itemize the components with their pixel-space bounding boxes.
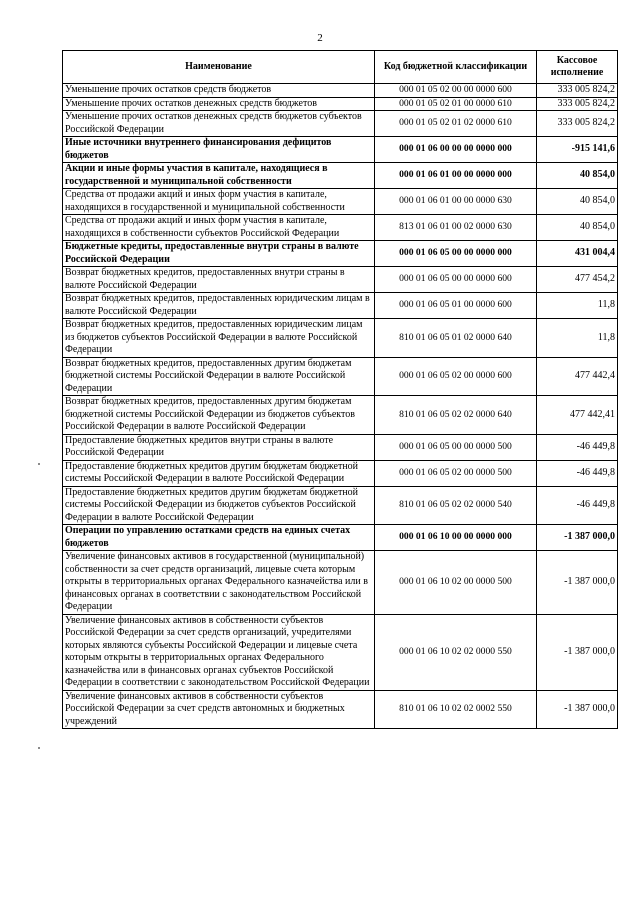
row-code-cell: 000 01 05 02 01 02 0000 610 — [375, 111, 537, 137]
row-amount-cell: 40 854,0 — [537, 215, 618, 241]
row-amount-cell: 333 005 824,2 — [537, 97, 618, 111]
table-row — [63, 137, 618, 163]
row-name-cell: Возврат бюджетных кредитов, предоставленных юридическим лицам из бюджетов субъектов Российской Федерации в валюте Российской Федерации — [63, 319, 375, 358]
page-number: 2 — [317, 32, 323, 44]
row-code-cell: 810 01 06 05 01 02 0000 640 — [375, 319, 537, 358]
row-code-cell: 000 01 06 05 00 00 0000 000 — [375, 241, 537, 267]
table-row — [63, 267, 618, 293]
row-name-cell: Средства от продажи акций и иных форм участия в капитале, находящихся в государственной и муниципальной собственности — [63, 189, 375, 215]
row-code-cell: 810 01 06 05 02 02 0000 540 — [375, 486, 537, 525]
row-amount-cell: 431 004,4 — [537, 241, 618, 267]
row-name-cell: Предоставление бюджетных кредитов внутри страны в валюте Российской Федерации — [63, 434, 375, 460]
table-body — [63, 84, 618, 729]
row-amount-cell: -46 449,8 — [537, 486, 618, 525]
table-row — [63, 84, 618, 98]
row-code-cell: 000 01 06 10 02 00 0000 500 — [375, 551, 537, 615]
row-name-cell: Увеличение финансовых активов в собственности субъектов Российской Федерации за счет средств организаций, учредителями которых являются субъекты Российской Федерации и лицевые счета которым открыты в территориальных органах Федерального казначейства или в финансовых органах субъектов Российской Федерации в соответствии с законодательством Российской Федерации — [63, 614, 375, 690]
row-amount-cell: 11,8 — [537, 319, 618, 358]
table-row — [63, 551, 618, 615]
row-code-cell: 000 01 06 05 01 00 0000 600 — [375, 293, 537, 319]
row-name-cell: Уменьшение прочих остатков денежных средств бюджетов — [63, 97, 375, 111]
budget-sources-table — [62, 50, 618, 729]
scan-speck — [38, 747, 40, 749]
row-name-cell: Увеличение финансовых активов в собственности субъектов Российской Федерации за счет средств автономных и бюджетных учреждений — [63, 690, 375, 729]
row-code-cell: 000 01 06 05 02 00 0000 500 — [375, 460, 537, 486]
row-name-cell: Бюджетные кредиты, предоставленные внутри страны в валюте Российской Федерации — [63, 241, 375, 267]
row-amount-cell: 333 005 824,2 — [537, 111, 618, 137]
column-header-amount: Кассовое исполнение — [537, 51, 618, 84]
row-amount-cell: -46 449,8 — [537, 460, 618, 486]
row-amount-cell: -1 387 000,0 — [537, 690, 618, 729]
table-row — [63, 357, 618, 396]
table-row — [63, 434, 618, 460]
row-amount-cell: -1 387 000,0 — [537, 551, 618, 615]
row-amount-cell: 333 005 824,2 — [537, 84, 618, 98]
row-amount-cell: 477 442,4 — [537, 357, 618, 396]
table-row — [63, 189, 618, 215]
row-name-cell: Средства от продажи акций и иных форм участия в капитале, находящихся в собственности субъектов Российской Федерации — [63, 215, 375, 241]
row-name-cell: Предоставление бюджетных кредитов другим бюджетам бюджетной системы Российской Федерации из бюджетов субъектов Российской Федерации в валюте Российской Федерации — [63, 486, 375, 525]
table-row — [63, 319, 618, 358]
table-header-row — [63, 51, 618, 84]
column-header-code: Код бюджетной классификации — [375, 51, 537, 84]
row-amount-cell: 11,8 — [537, 293, 618, 319]
table-row — [63, 111, 618, 137]
row-code-cell: 000 01 06 01 00 00 0000 000 — [375, 163, 537, 189]
row-code-cell: 000 01 06 05 00 00 0000 600 — [375, 267, 537, 293]
row-code-cell: 000 01 06 10 02 02 0000 550 — [375, 614, 537, 690]
row-name-cell: Возврат бюджетных кредитов, предоставленных внутри страны в валюте Российской Федерации — [63, 267, 375, 293]
row-code-cell: 813 01 06 01 00 02 0000 630 — [375, 215, 537, 241]
row-code-cell: 000 01 06 10 00 00 0000 000 — [375, 525, 537, 551]
row-amount-cell: -1 387 000,0 — [537, 525, 618, 551]
row-amount-cell: -915 141,6 — [537, 137, 618, 163]
row-amount-cell: -46 449,8 — [537, 434, 618, 460]
row-name-cell: Операции по управлению остатками средств на единых счетах бюджетов — [63, 525, 375, 551]
row-code-cell: 810 01 06 10 02 02 0002 550 — [375, 690, 537, 729]
table-row — [63, 396, 618, 435]
row-name-cell: Увеличение финансовых активов в государственной (муниципальной) собственности за счет средств организаций, лицевые счета которым открыты в территориальных органах Федерального казначейства или в финансовых органах в соответствии с законодательством Российской Федерации — [63, 551, 375, 615]
row-amount-cell: 40 854,0 — [537, 189, 618, 215]
row-code-cell: 000 01 06 05 00 00 0000 500 — [375, 434, 537, 460]
table-row — [63, 241, 618, 267]
column-header-name: Наименование — [63, 51, 375, 84]
scan-speck — [38, 463, 40, 465]
row-name-cell: Возврат бюджетных кредитов, предоставленных другим бюджетам бюджетной системы Российской Федерации в валюте Российской Федерации — [63, 357, 375, 396]
row-name-cell: Иные источники внутреннего финансирования дефицитов бюджетов — [63, 137, 375, 163]
row-amount-cell: 477 454,2 — [537, 267, 618, 293]
row-amount-cell: 477 442,41 — [537, 396, 618, 435]
row-name-cell: Предоставление бюджетных кредитов другим бюджетам бюджетной системы Российской Федерации в валюте Российской Федерации — [63, 460, 375, 486]
table-row — [63, 690, 618, 729]
row-name-cell: Возврат бюджетных кредитов, предоставленных другим бюджетам бюджетной системы Российской Федерации из бюджетов субъектов Российской Федерации в валюте Российской Федерации — [63, 396, 375, 435]
row-code-cell: 810 01 06 05 02 02 0000 640 — [375, 396, 537, 435]
row-code-cell: 000 01 05 02 00 00 0000 600 — [375, 84, 537, 98]
table-row — [63, 460, 618, 486]
row-amount-cell: 40 854,0 — [537, 163, 618, 189]
row-name-cell: Уменьшение прочих остатков денежных средств бюджетов субъектов Российской Федерации — [63, 111, 375, 137]
table-row — [63, 614, 618, 690]
table-row — [63, 215, 618, 241]
row-code-cell: 000 01 06 01 00 00 0000 630 — [375, 189, 537, 215]
table-row — [63, 97, 618, 111]
row-name-cell: Уменьшение прочих остатков средств бюджетов — [63, 84, 375, 98]
row-code-cell: 000 01 05 02 01 00 0000 610 — [375, 97, 537, 111]
table-header — [63, 51, 618, 84]
row-amount-cell: -1 387 000,0 — [537, 614, 618, 690]
row-name-cell: Акции и иные формы участия в капитале, находящиеся в государственной и муниципальной собственности — [63, 163, 375, 189]
row-name-cell: Возврат бюджетных кредитов, предоставленных юридическим лицам в валюте Российской Федерации — [63, 293, 375, 319]
table-row — [63, 163, 618, 189]
table-row — [63, 293, 618, 319]
row-code-cell: 000 01 06 05 02 00 0000 600 — [375, 357, 537, 396]
row-code-cell: 000 01 06 00 00 00 0000 000 — [375, 137, 537, 163]
table-row — [63, 525, 618, 551]
table-row — [63, 486, 618, 525]
